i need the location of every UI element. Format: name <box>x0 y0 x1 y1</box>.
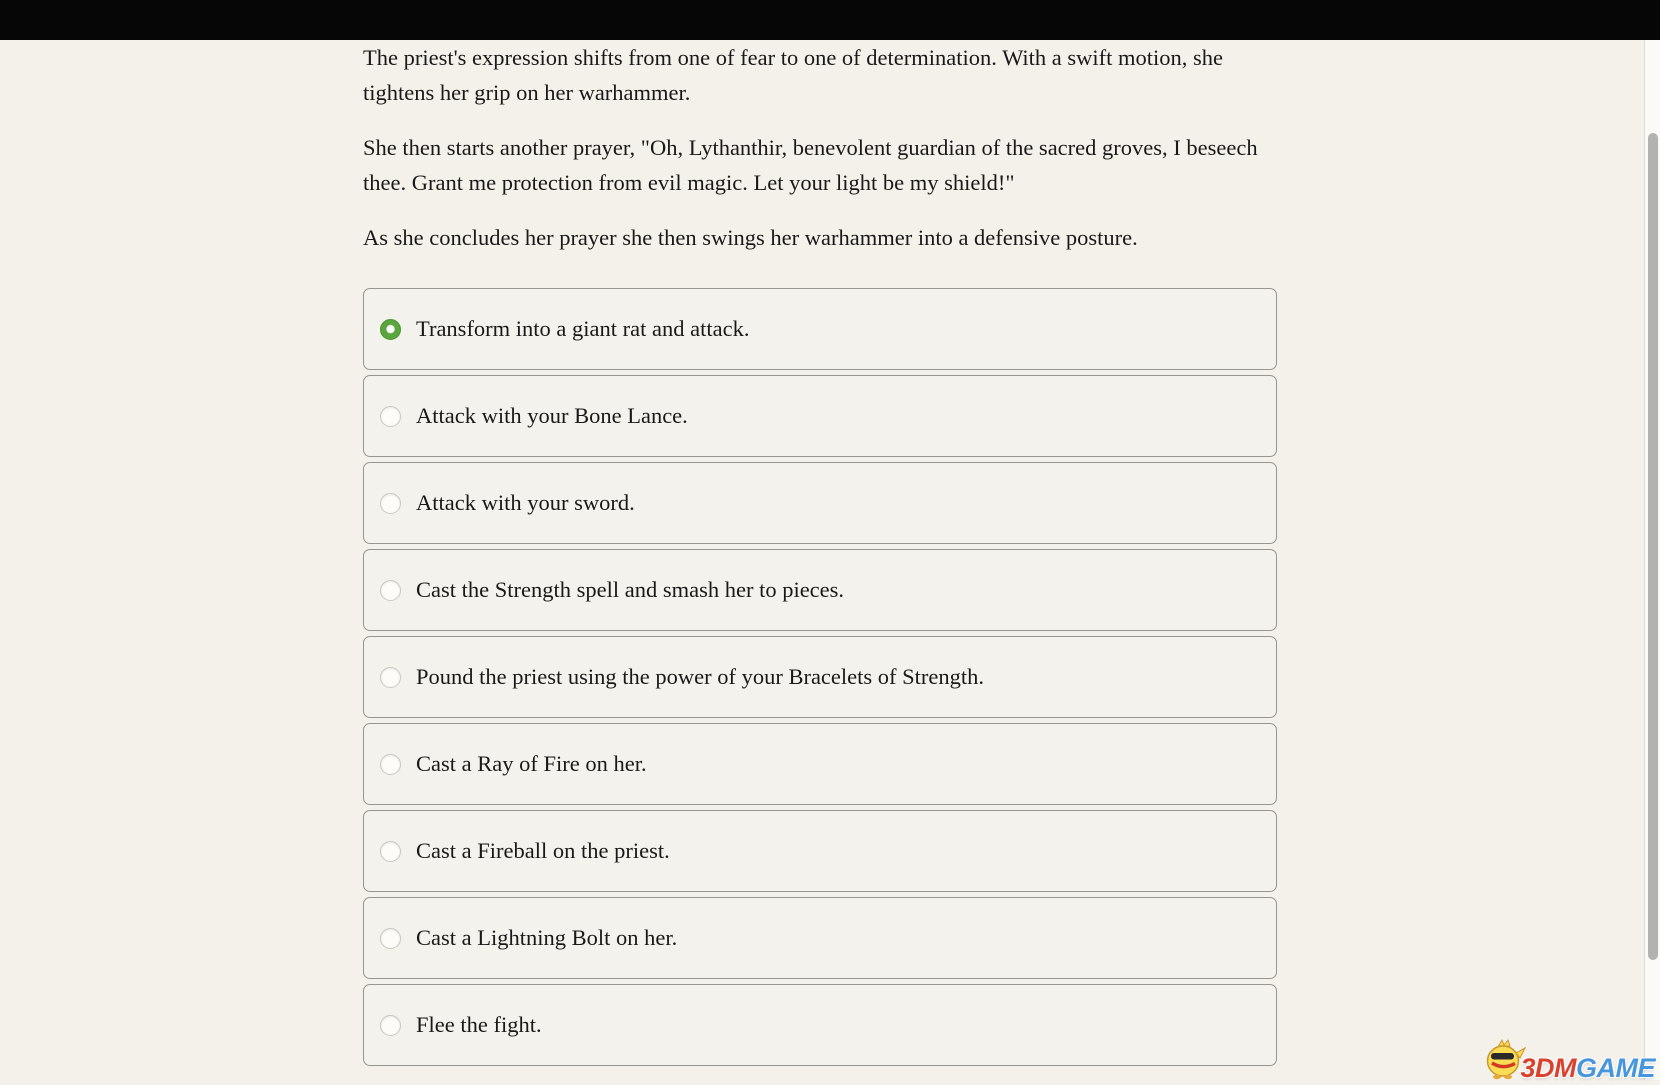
choice-option[interactable] <box>363 375 1277 457</box>
choice-option[interactable] <box>363 984 1277 1066</box>
radio-unselected-icon[interactable] <box>380 754 401 775</box>
choice-option[interactable] <box>363 723 1277 805</box>
radio-unselected-icon[interactable] <box>380 667 401 688</box>
story-paragraph: As she concludes her prayer she then swings her warhammer into a defensive posture. <box>363 225 1138 250</box>
choice-option[interactable] <box>363 636 1277 718</box>
choice-option[interactable] <box>363 549 1277 631</box>
choice-option[interactable] <box>363 288 1277 370</box>
choice-label: Flee the fight. <box>416 1012 542 1037</box>
radio-unselected-icon[interactable] <box>380 1015 401 1036</box>
choice-label: Cast a Fireball on the priest. <box>416 838 670 863</box>
choice-option[interactable] <box>363 897 1277 979</box>
top-bar <box>0 0 1660 40</box>
choice-option[interactable] <box>363 462 1277 544</box>
radio-unselected-icon[interactable] <box>380 493 401 514</box>
story-paragraph: The priest's expression shifts from one of fear to one of determination. With a swift motion, she tightens her grip on her warhammer. <box>363 45 1224 105</box>
radio-unselected-icon[interactable] <box>380 841 401 862</box>
choice-label: Cast the Strength spell and smash her to pieces. <box>416 577 845 602</box>
choice-label: Transform into a giant rat and attack. <box>416 316 750 341</box>
choice-label: Cast a Lightning Bolt on her. <box>416 925 678 950</box>
radio-unselected-icon[interactable] <box>380 580 401 601</box>
watermark-game-text: GAME <box>1576 1053 1655 1083</box>
choice-label: Attack with your sword. <box>416 490 635 515</box>
story-paragraph: She then starts another prayer, "Oh, Lythanthir, benevolent guardian of the sacred groves, I beseech thee. Grant me protection from evil magic. Let your light be my shield!" <box>363 135 1258 195</box>
story-content <box>363 40 1277 1071</box>
watermark-3dm-text: 3DM <box>1520 1053 1576 1083</box>
radio-unselected-icon[interactable] <box>380 406 401 427</box>
chick-mascot-icon <box>1484 1038 1526 1085</box>
choice-list <box>363 288 1277 1066</box>
choice-label: Cast a Ray of Fire on her. <box>416 751 647 776</box>
radio-unselected-icon[interactable] <box>380 928 401 949</box>
choice-label: Attack with your Bone Lance. <box>416 403 688 428</box>
choice-option[interactable] <box>363 810 1277 892</box>
scrollbar-thumb[interactable] <box>1648 133 1658 960</box>
choice-label: Pound the priest using the power of your Bracelets of Strength. <box>416 664 985 689</box>
scrollbar-track[interactable] <box>1644 40 1660 1080</box>
3dmgame-watermark <box>1484 1036 1655 1083</box>
radio-selected-icon[interactable] <box>380 319 401 340</box>
